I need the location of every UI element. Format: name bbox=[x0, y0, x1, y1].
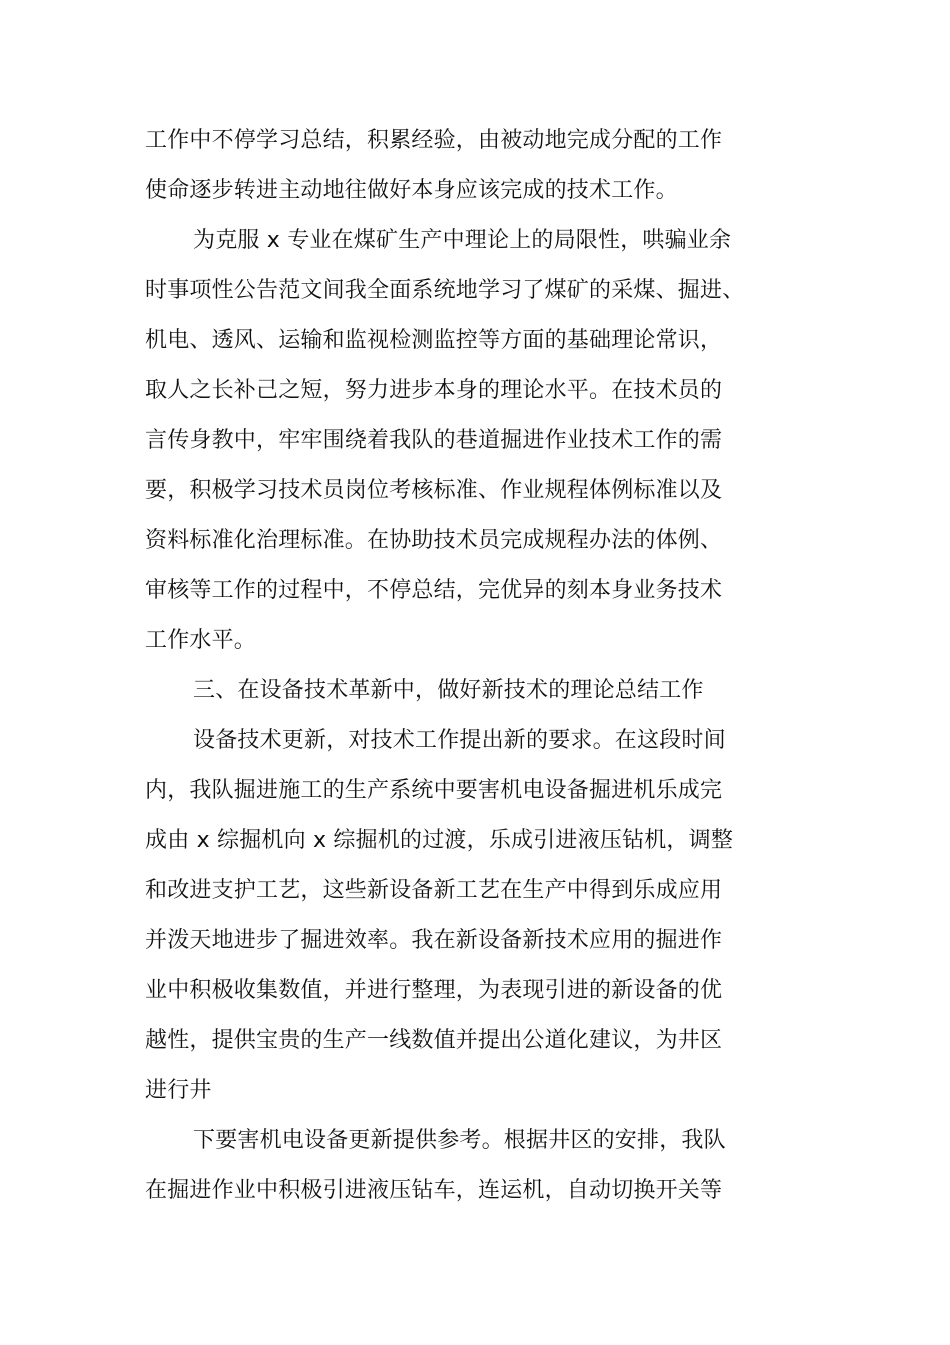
paragraph-line-6: 取人之长补己之短，努力进步本身的理论水平。在技术员的 bbox=[145, 378, 723, 403]
paragraph-line-7: 言传身教中，牢牢围绕着我队的巷道掘进作业技术工作的需 bbox=[145, 428, 723, 453]
paragraph-line-11: 工作水平。 bbox=[145, 628, 257, 653]
paragraph-line-4: 时事项性公告范文间我全面系统地学习了煤矿的采煤、掘进、 bbox=[145, 278, 745, 303]
paragraph-line-16: 和改进支护工艺，这些新设备新工艺在生产中得到乐成应用 bbox=[145, 878, 723, 903]
paragraph-line-13: 设备技术更新，对技术工作提出新的要求。在这段时间 bbox=[193, 728, 726, 753]
paragraph-line-18: 业中积极收集数值，并进行整理，为表现引进的新设备的优 bbox=[145, 978, 723, 1003]
paragraph-line-2: 使命逐步转进主动地往做好本身应该完成的技术工作。 bbox=[145, 178, 678, 203]
paragraph-line-3: 为克服 x 专业在煤矿生产中理论上的局限性，哄骗业余 bbox=[193, 228, 732, 253]
paragraph-line-5: 机电、透风、运输和监视检测监控等方面的基础理论常识， bbox=[145, 328, 723, 353]
paragraph-line-10: 审核等工作的过程中，不停总结，完优异的刻本身业务技术 bbox=[145, 578, 723, 603]
paragraph-line-14: 内，我队掘进施工的生产系统中要害机电设备掘进机乐成完 bbox=[145, 778, 723, 803]
paragraph-line-22: 在掘进作业中积极引进液压钻车，连运机，自动切换开关等 bbox=[145, 1178, 723, 1203]
paragraph-line-9: 资料标准化治理标准。在协助技术员完成规程办法的体例、 bbox=[145, 528, 723, 553]
section-heading: 三、在设备技术革新中，做好新技术的理论总结工作 bbox=[193, 678, 704, 703]
paragraph-line-17: 并泼天地进步了掘进效率。我在新设备新技术应用的掘进作 bbox=[145, 928, 723, 953]
paragraph-line-19: 越性，提供宝贵的生产一线数值并提出公道化建议，为井区 bbox=[145, 1028, 723, 1053]
paragraph-line-8: 要，积极学习技术员岗位考核标准、作业规程体例标准以及 bbox=[145, 478, 723, 503]
paragraph-line-15: 成由 x 综掘机向 x 综掘机的过渡，乐成引进液压钻机，调整 bbox=[145, 828, 734, 853]
paragraph-line-1: 工作中不停学习总结，积累经验，由被动地完成分配的工作 bbox=[145, 128, 723, 153]
paragraph-line-20: 进行井 bbox=[145, 1078, 212, 1103]
paragraph-line-21: 下要害机电设备更新提供参考。根据井区的安排，我队 bbox=[193, 1128, 726, 1153]
